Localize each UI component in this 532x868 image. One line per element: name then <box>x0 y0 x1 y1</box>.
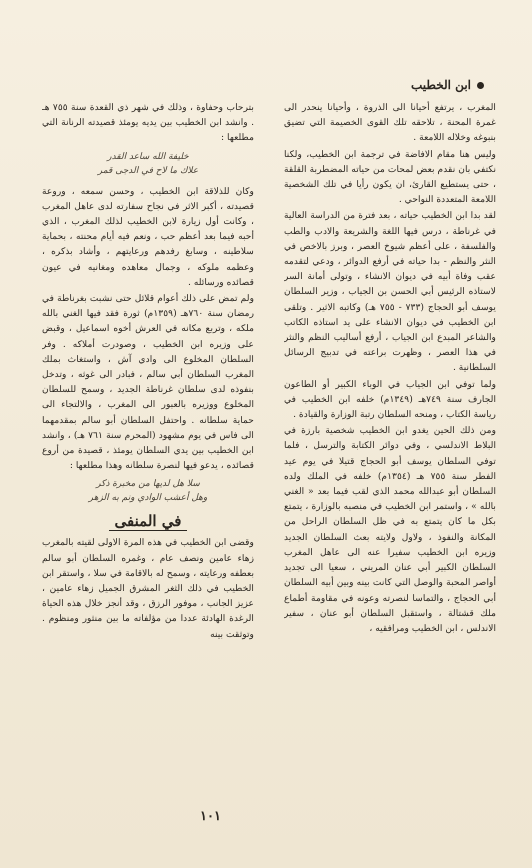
paragraph: بترحاب وحفاوة ، وذلك في شهر ذي القعدة سنة ٧٥٥ هـ . وانشد ابن الخطيب بين يديه يومئذ قصيدته الرنانة التي مطلعها : <box>42 102 254 144</box>
verse-line: وهل أعشب الوادي ونم به الزهر <box>88 493 208 504</box>
left-column <box>42 100 254 800</box>
paragraph: وقضى ابن الخطيب في هذه المرة الاولى لقيته بالمغرب زهاء عامين ونصف عام ، وغمره السلطان أبو سالم بعطفه ورعايته ، وسمح له بالاقامة في سلا ، واستقر ابن الخطيب في ذلك الثغر المشرق الجميل زهاء عامين ، عزيز الجانب ، موفور الرزق ، وقد أنجز خلال هذه الحياة الرغدة الهادئة عددا من مؤلفاته ما بين منثور ومنظوم . وتوثقت بينه <box>42 537 254 640</box>
section-title: في المنفى <box>42 511 254 531</box>
verse-line: علاك ما لاح في الدجى قمر <box>97 165 199 176</box>
page-number: ١٠١ <box>200 809 221 824</box>
paragraph: ولما توفي ابن الجياب في الوباء الكبير أو الطاعون الجارف سنة ٧٤٩هـ (١٣٤٩م) خلفه ابن الخطيب في رياسة الكتاب ، ومنحه السلطان رتبة الوزارة والقيادة . <box>284 378 496 421</box>
paragraph: لقد بدا ابن الخطيب حياته ، بعد فترة من الدراسة العالية في غرناطة ، درس فيها اللغة والشريعة والادب والطب والفلسفة ، على أعظم شيوخ العصر ، وبرز بالاخص في النثر والنظم - بدا حياته في أرفع الدوائر ، ودعي لتقدمه عقب وفاة أبيه في ديوان الانشاء ، وتولى أمانة السر لاستاذه الرئيس أبي الحسن بن الجياب ، وزير السلطان يوسف أبو الحجاج (٧٣٣ - ٧٥٥ هـ) وكاتبه الاثير . وتلقى ابن الخطيب في ديوان الانشاء على يد استاذه الكاتب والشاعر المبدع ابن الجياب ، أرفع أساليب النظم والنثر في هذا العصر ، وظهرت براعته في تدبيج الرسائل السلطانية . <box>284 210 496 374</box>
verse-line: سلا هل لديها من مخبرة ذكر <box>96 479 200 490</box>
paragraph: المغرب ، يرتفع أحيانا الى الذروة ، وأحيانا ينحدر الى غمرة المحنة ، تلاحقه تلك القوى الخصيمة التي تضيق بنبوغه وخلاله اللامعة . <box>284 102 496 144</box>
running-header <box>411 78 484 92</box>
verse-line: خليفة الله ساعد القدر <box>107 151 189 162</box>
paragraph: وليس هنا مقام الافاضة في ترجمة ابن الخطيب، ولكنا نكتفي بان نقدم بعض لمحات من حياته المضطربة القلقة ، حتى يستطيع القارئ، ان يكون رأيا في تلك الشخصية اللامعة المتعددة النواحي . <box>284 148 496 206</box>
verse-quote <box>42 150 254 178</box>
verse-quote <box>42 477 254 505</box>
bullet-icon <box>477 82 484 89</box>
paragraph: ولم تمض على ذلك أعوام قلائل حتى نشبت بغرناطة في رمضان سنة ٧٦٠هـ (١٣٥٩م) ثورة فقد فيها الغني بالله ملكه ، وتربع مكانه في العرش أخوه اسماعيل ، وقبض على وزيره ابن الخطيب ، وصودرت أملاكه . وفر السلطان المخلوع الى وادي آش ، واستغاث بملك المغرب السلطان أبي سالم ، فبادر الى غوثه ، وتدخل بنفوذه لدى سلطان غرناطة الجديد ، وسمح للسلطان المخلوع ووزيره بالعبور الى المغرب ، والالتجاء الى حماية سلطانه . واحتفل السلطان أبو سالم بمقدمهما الى فاس في يوم مشهود (المحرم سنة ٧٦١ هـ) ، وانشد ابن الخطيب بين يدي السلطان يومئذ ، قصيدة من أروع قصائده ، يدعو فيها لنصرة سلطانه وهذا مطلعها : <box>42 293 254 472</box>
paragraph: وكان للذلاقة ابن الخطيب ، وحسن سمعه ، وروعة قصيدته ، أكبر الاثر في نجاح سفارته لدى عاهل المغرب ، وكانت أول زيارة لابن الخطيب لذلك المغرب ، الذي أحبه فيما بعد أعظم حب ، ونعم فيه أيام محنته ، بحماية سلاطينه ، وسابغ رفدهم ورعايتهم ، وأشاد بذكره ، وعظمه ملوكه ، وجمال معاهده ومغانيه في عيون قصائده ورسائله . <box>42 185 254 288</box>
header-title: ابن الخطيب <box>411 78 471 92</box>
right-column <box>284 100 496 800</box>
paragraph: ومن ذلك الحين يغدو ابن الخطيب شخصية بارزة في البلاط الاندلسي ، وفي دوائر الكتابة والترسل ، فلما توفي السلطان يوسف أبو الحجاج قتيلا في يوم عيد الفطر سنة ٧٥٥ هـ (١٣٥٤م) خلفه في الملك ولده السلطان أبو عبدالله محمد الذي لقب فيما بعد « الغني بالله » ، واستمر ابن الخطيب في منصبه بالوزارة ، يتمتع بكل ما كان يتمتع به في ظل السلطان الراحل من المكانة والنفوذ ، ولاول ولايته بعث السلطان الجديد وزيره ابن الخطيب سفيرا عنه الى عاهل المغرب السلطان الكبير أبي عنان المريني ، سعيا الى تجديد أواصر المحبة والوصل التي كانت بينه وبين أبيه السلطان أبي الحجاج ، والتماسا لنصرته وعونه في مقاومة أطماع ملك قشتالة ، واستقبل السلطان أبو عنان ، سفير الاندلس ، ابن الخطيب ومرافقيه ، <box>284 425 496 634</box>
